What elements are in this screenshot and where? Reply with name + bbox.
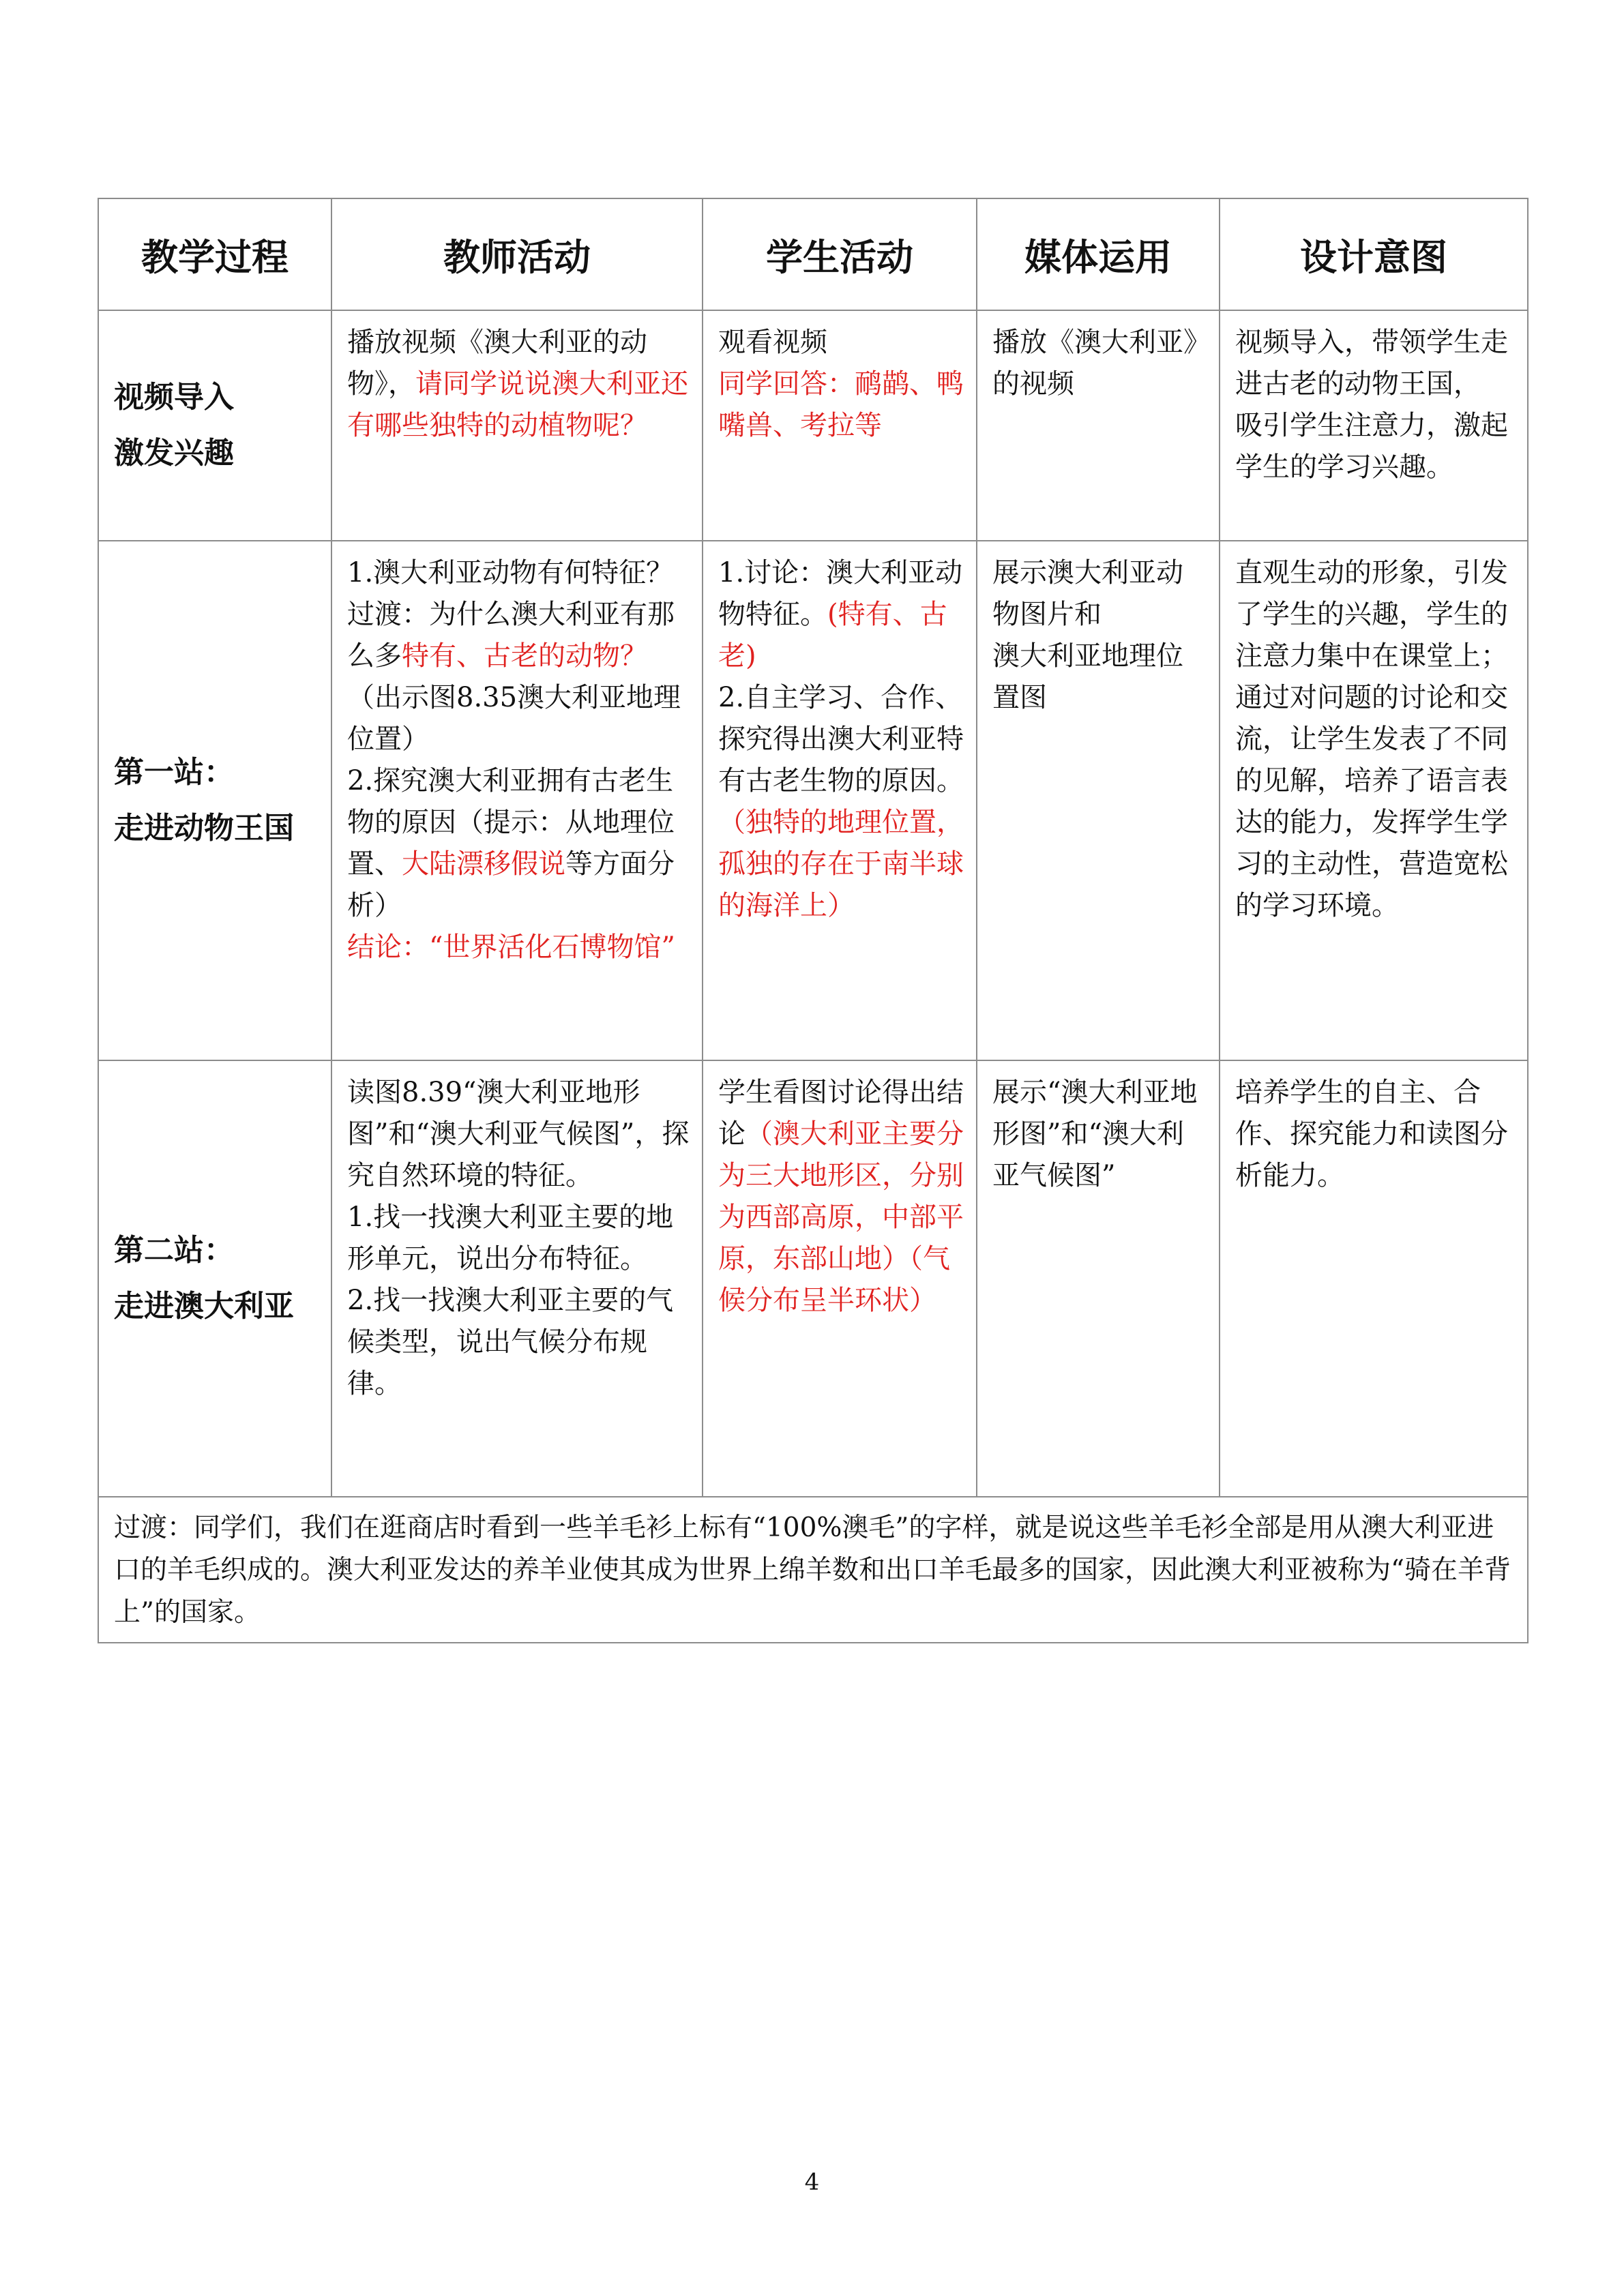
cell-text: 1.讨论：澳大利亚动物特征。	[718, 557, 963, 630]
page-number: 4	[804, 2168, 820, 2196]
design-intent-cell	[1220, 541, 1528, 1060]
header-row	[98, 198, 1528, 310]
header-media-use: 媒体运用	[977, 198, 1220, 310]
header-teacher-activity: 教师活动	[331, 198, 703, 310]
design-intent-cell	[1220, 1060, 1528, 1497]
cell-text: 2.找一找澳大利亚主要的气候类型，说出气候分布规律。	[347, 1285, 674, 1399]
design-intent-cell	[1220, 310, 1528, 541]
highlighted-text: 同学回答：鸸鹋、鸭嘴兽、考拉等	[718, 368, 964, 441]
table-row	[98, 310, 1528, 541]
cell-text: 过渡：为什么澳大利亚有那么多	[347, 599, 675, 672]
highlighted-text: （澳大利亚主要分为三大地形区，分别为西部高原，中部平原，东部山地）（气候分布呈半环状）	[718, 1118, 964, 1316]
table-row	[98, 1060, 1528, 1497]
cell-text: 1.澳大利亚动物有何特征？	[347, 557, 674, 588]
cell-text: 直观生动的形象，引发了学生的兴趣，学生的注意力集中在课堂上；通过对问题的讨论和交流，让学生发表了不同的见解，培养了语言表达的能力，发挥学生学习的主动性，营造宽松的学习环境。	[1235, 557, 1508, 921]
stage-line: 激发兴趣	[114, 436, 234, 471]
highlighted-text: 大陆漂移假说	[402, 848, 565, 880]
cell-text: 1.找一找澳大利亚主要的地形单元，说出分布特征。	[347, 1202, 674, 1274]
cell-text: 视频导入，带领学生走进古老的动物王国， 吸引学生注意力，激起学生的学习兴趣。	[1235, 327, 1522, 483]
transition-row	[98, 1497, 1528, 1643]
student-activity-cell	[703, 541, 977, 1060]
transition-text: 过渡：同学们，我们在逛商店时看到一些羊毛衫上标有“100%澳毛”的字样，就是说这些羊毛衫全部是用从澳大利亚进口的羊毛织成的。澳大利亚发达的养羊业使其成为世界上绵羊数和出口羊毛最多的国家，因此澳大利亚被称为“骑在羊背上”的国家。	[98, 1497, 1528, 1643]
cell-text: 观看视频	[718, 327, 827, 358]
highlighted-text: 请同学说说澳大利亚还有哪些独特的动植物呢？	[347, 368, 688, 441]
highlighted-text: （独特的地理位置，孤独的存在于南半球的海洋上）	[718, 807, 964, 921]
cell-text: 播放视频《澳大利亚的动物》，	[347, 327, 647, 400]
media-use-cell	[977, 541, 1220, 1060]
cell-text: 2.自主学习、合作、探究得出澳大利亚特有古老生物的原因。	[718, 682, 964, 796]
highlighted-text: 特有、古老的动物？	[402, 640, 647, 672]
teacher-activity-cell	[331, 310, 703, 541]
cell-text: 学生看图讨论得出结论	[718, 1077, 964, 1150]
media-use-cell	[977, 1060, 1220, 1497]
stage-line: 视频导入	[114, 380, 234, 415]
stage-cell	[98, 310, 331, 541]
teacher-activity-cell	[331, 1060, 703, 1497]
cell-text: 展示“澳大利亚地形图”和“澳大利亚气候图”	[992, 1077, 1198, 1191]
stage-cell	[98, 541, 331, 1060]
cell-text: 读图8.39“澳大利亚地形图”和“澳大利亚气候图”，探究自然环境的特征。	[347, 1077, 690, 1191]
teacher-activity-cell	[331, 541, 703, 1060]
cell-text: 展示澳大利亚动物图片和	[992, 557, 1183, 630]
stage-cell	[98, 1060, 331, 1497]
header-teaching-process: 教学过程	[98, 198, 331, 310]
header-student-activity: 学生活动	[703, 198, 977, 310]
stage-line: 走进澳大利亚	[114, 1289, 294, 1324]
table-row	[98, 541, 1528, 1060]
stage-line: 第二站：	[114, 1233, 234, 1268]
header-design-intent: 设计意图	[1220, 198, 1528, 310]
highlighted-text: 结论：“世界活化石博物馆”	[347, 931, 675, 963]
cell-text: 播放《澳大利亚》的视频	[992, 327, 1197, 400]
highlighted-text: (特有、古老)	[718, 599, 947, 672]
lesson-plan-table	[98, 198, 1529, 1643]
cell-text: 澳大利亚地理位置图	[992, 640, 1183, 713]
student-activity-cell	[703, 310, 977, 541]
media-use-cell	[977, 310, 1220, 541]
cell-text: 2.探究澳大利亚拥有古老生物的原因（提示：从地理位置、	[347, 765, 675, 880]
stage-line: 第一站：	[114, 755, 234, 790]
cell-text: 等方面分析）	[347, 848, 675, 921]
stage-line: 走进动物王国	[114, 811, 294, 846]
cell-text: （出示图8.35澳大利亚地理位置）	[347, 682, 681, 755]
cell-text: 培养学生的自主、合作、探究能力和读图分析能力。	[1235, 1077, 1508, 1191]
student-activity-cell	[703, 1060, 977, 1497]
